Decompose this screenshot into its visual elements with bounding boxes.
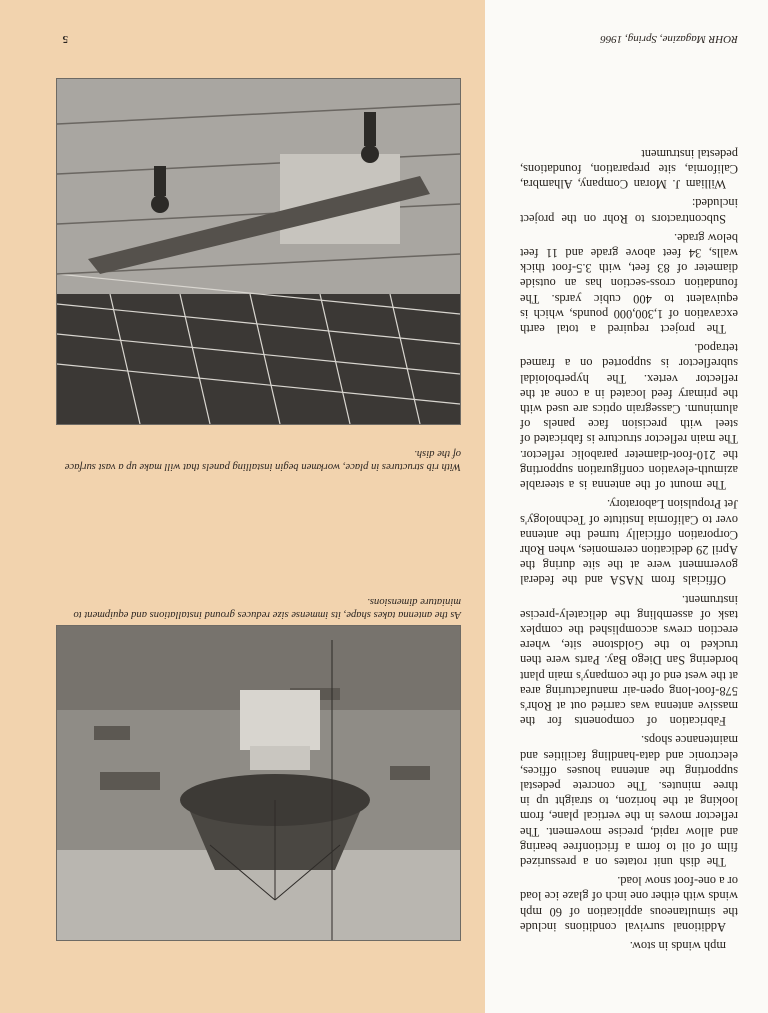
antenna-site-image bbox=[57, 626, 460, 940]
publication-header: ROHR Magazine, Spring, 1966 bbox=[600, 33, 738, 45]
rib-structures-caption: With rib structures in place, workmen begin installing panels that will make up a vast surface of the dish. bbox=[64, 448, 461, 472]
article-paragraph: mph winds in stow. bbox=[629, 939, 726, 953]
article-paragraph: Additional survival conditions include the simultaneous application of 60 mph winds with either one inch of glaze ice load or a one-foot snow load. bbox=[520, 874, 738, 934]
article-paragraph: The mount of the antenna is a steerable azimuth-elevation configuration supporting the 210-foot-diameter parabolic reflector. The main reflector structure is fabricated of steel with precision face panels of aluminum. Cassegrain optics are used with the primary feed located in a cone at the reflector vertex. The hyperboloidal subreflector is supported on a framed tetrapod. bbox=[520, 341, 738, 493]
rib-structures-photo bbox=[56, 78, 461, 425]
article-paragraph: The project required a total earth excavation of 1,300,000 pounds, which is equivalent to 400 cubic yards. The foundation cross-section has an outside diameter of 83 feet, with 3.5-foot thick walls, 34 feet above grade and 11 feet below grade. bbox=[520, 230, 738, 337]
article-paragraph: William J. Moran Company, Alhambra, California, site preparation, foundations, pedestal instrument bbox=[520, 146, 738, 192]
article-paragraph: Fabrication of components for the massive antenna was carried out at Rohr's 578-foot-long open-air manufacturing area at the west end of the company's main plant bordering San Diego Bay. Parts were then trucked to the Goldstone site, where erection crews accomplished the complex task of assembling the delicately-precise instrument. bbox=[520, 592, 738, 729]
antenna-site-photo bbox=[56, 625, 461, 941]
article-paragraph: Subcontractors to Rohr on the project included: bbox=[520, 196, 738, 226]
article-paragraph: The dish unit rotates on a pressurized film of oil to form a frictionfree bearing and allow rapid, precise movement. The reflector moves in the vertical plane, from looking at the horizon, to straight up in three minutes. The concrete pedestal supporting the antenna houses offices, electronic and data-handling facilities and maintenance shops. bbox=[520, 733, 738, 869]
antenna-site-caption: As the antenna takes shape, its immense size reduces ground installations and equipment to miniature dimensions. bbox=[73, 596, 461, 620]
article-body bbox=[520, 73, 738, 953]
rib-structures-image bbox=[57, 79, 460, 424]
page-number: 5 bbox=[62, 33, 68, 45]
article-paragraph: Officials from NASA and the federal government were at the site during the April 29 dedication ceremonies, when Rohr Corporation officially turned the antenna over to California Institute of Technology's Jet Propulsion Laboratory. bbox=[520, 497, 738, 588]
